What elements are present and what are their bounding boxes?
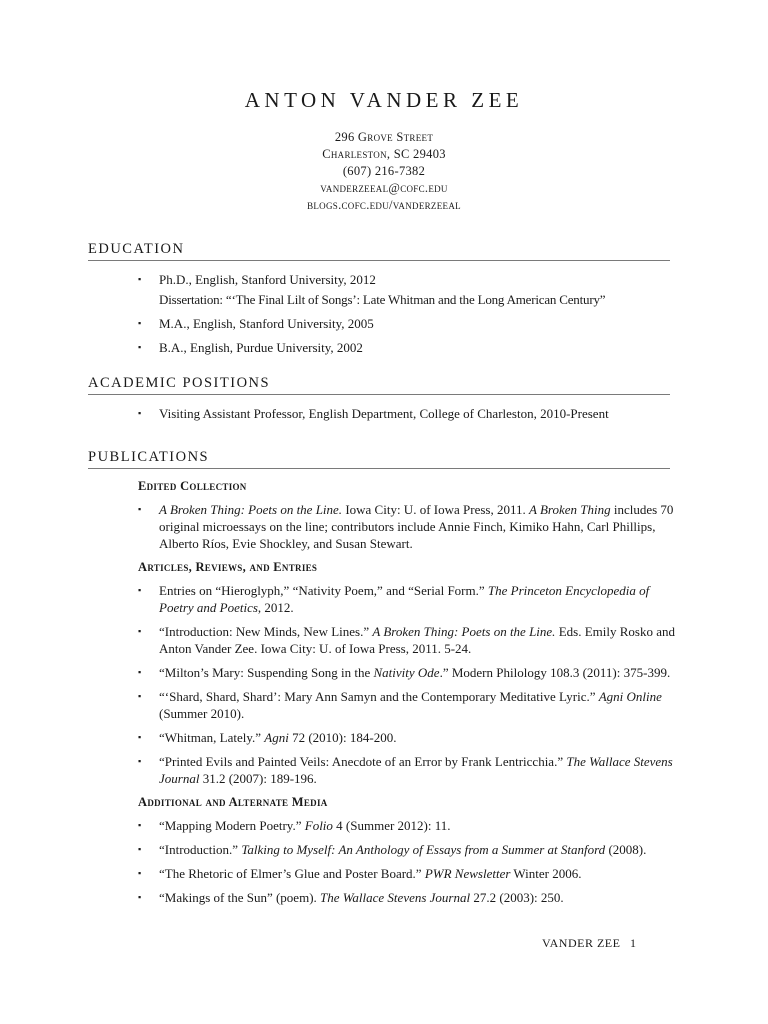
list-item: ▪ “‘Shard, Shard, Shard’: Mary Ann Samyn and the Contemporary Meditative Lyric.” Agni Online (Summer 2010). (138, 689, 662, 721)
list-item: ▪ “Introduction: New Minds, New Lines.” A Broken Thing: Poets on the Line. Eds. Emily Rosko and Anton Vander Zee. Iowa City: U. of Iowa Press, 2011. 5-24. (138, 624, 675, 656)
list-item: ▪ “Introduction.” Talking to Myself: An Anthology of Essays from a Summer at Stanford (2008). (138, 842, 647, 857)
page-footer (542, 936, 636, 951)
dissertation-line: Dissertation: “‘The Final Lilt of Songs’: Late Whitman and the Long American Century” (159, 292, 606, 307)
bullet-icon: ▪ (138, 691, 142, 701)
list-item: ▪ B.A., English, Purdue University, 2002 (138, 340, 363, 355)
bullet-icon: ▪ (138, 868, 142, 878)
list-item: ▪ M.A., English, Stanford University, 2005 (138, 316, 374, 331)
education-list (138, 271, 678, 363)
website: blogs.cofc.edu/vanderzeeal (307, 198, 461, 212)
positions-list (138, 405, 678, 429)
section-academic-positions: ACADEMIC POSITIONS (88, 375, 670, 395)
running-head: VANDER ZEE (542, 936, 621, 950)
bullet-icon: ▪ (138, 667, 142, 677)
publications-list (138, 478, 678, 913)
subheading-edited-collection: Edited Collection (138, 479, 247, 493)
bullet-icon: ▪ (138, 756, 142, 766)
list-item: ▪ Entries on “Hieroglyph,” “Nativity Poem,” and “Serial Form.” The Princeton Encyclopedia of Poetry and Poetics, 2012. (138, 583, 650, 615)
phone: (607) 216-7382 (342, 164, 426, 178)
subheading-additional-media: Additional and Alternate Media (138, 795, 328, 809)
list-item: ▪ Ph.D., English, Stanford University, 2012 (138, 272, 376, 287)
bullet-icon: ▪ (138, 844, 142, 854)
bullet-icon: ▪ (138, 504, 142, 514)
bullet-icon: ▪ (138, 408, 142, 418)
bullet-icon: ▪ (138, 585, 142, 595)
contact-block (0, 129, 768, 214)
address: 296 Grove Street (334, 130, 434, 144)
section-education: EDUCATION (88, 241, 670, 261)
list-item: ▪ “The Rhetoric of Elmer’s Glue and Poster Board.” PWR Newsletter Winter 2006. (138, 866, 582, 881)
bullet-icon: ▪ (138, 732, 142, 742)
bullet-icon: ▪ (138, 342, 142, 352)
page-number: 1 (629, 936, 637, 950)
list-item: ▪ “Whitman, Lately.” Agni 72 (2010): 184-200. (138, 730, 397, 745)
list-item: ▪ Visiting Assistant Professor, English Department, College of Charleston, 2010-Present (138, 406, 609, 421)
list-item: ▪ “Mapping Modern Poetry.” Folio 4 (Summer 2012): 11. (138, 818, 451, 833)
list-item: ▪ “Makings of the Sun” (poem). The Wallace Stevens Journal 27.2 (2003): 250. (138, 890, 564, 905)
cv-name: ANTON VANDER ZEE (244, 88, 524, 112)
bullet-icon: ▪ (138, 892, 142, 902)
city: Charleston, SC 29403 (322, 147, 446, 161)
subheading-articles: Articles, Reviews, and Entries (138, 560, 318, 574)
bullet-icon: ▪ (138, 626, 142, 636)
bullet-icon: ▪ (138, 274, 142, 284)
bullet-icon: ▪ (138, 318, 142, 328)
section-publications: PUBLICATIONS (88, 449, 670, 469)
email: vanderzeeal@cofc.edu (320, 181, 448, 195)
list-item: ▪ A Broken Thing: Poets on the Line. Iowa City: U. of Iowa Press, 2011. A Broken Thing includes 70 original microessays on the line; contributors include Annie Finch, Kimiko Hahn, Carl Phillips, Alberto Ríos, Evie Shockley, and Susan Stewart. (138, 502, 674, 551)
list-item: ▪ “Printed Evils and Painted Veils: Anecdote of an Error by Frank Lentricchia.” The Wallace Stevens Journal 31.2 (2007): 189-196. (138, 754, 673, 786)
bullet-icon: ▪ (138, 820, 142, 830)
list-item: ▪ “Milton’s Mary: Suspending Song in the Nativity Ode.” Modern Philology 108.3 (2011): 375-399. (138, 665, 671, 680)
